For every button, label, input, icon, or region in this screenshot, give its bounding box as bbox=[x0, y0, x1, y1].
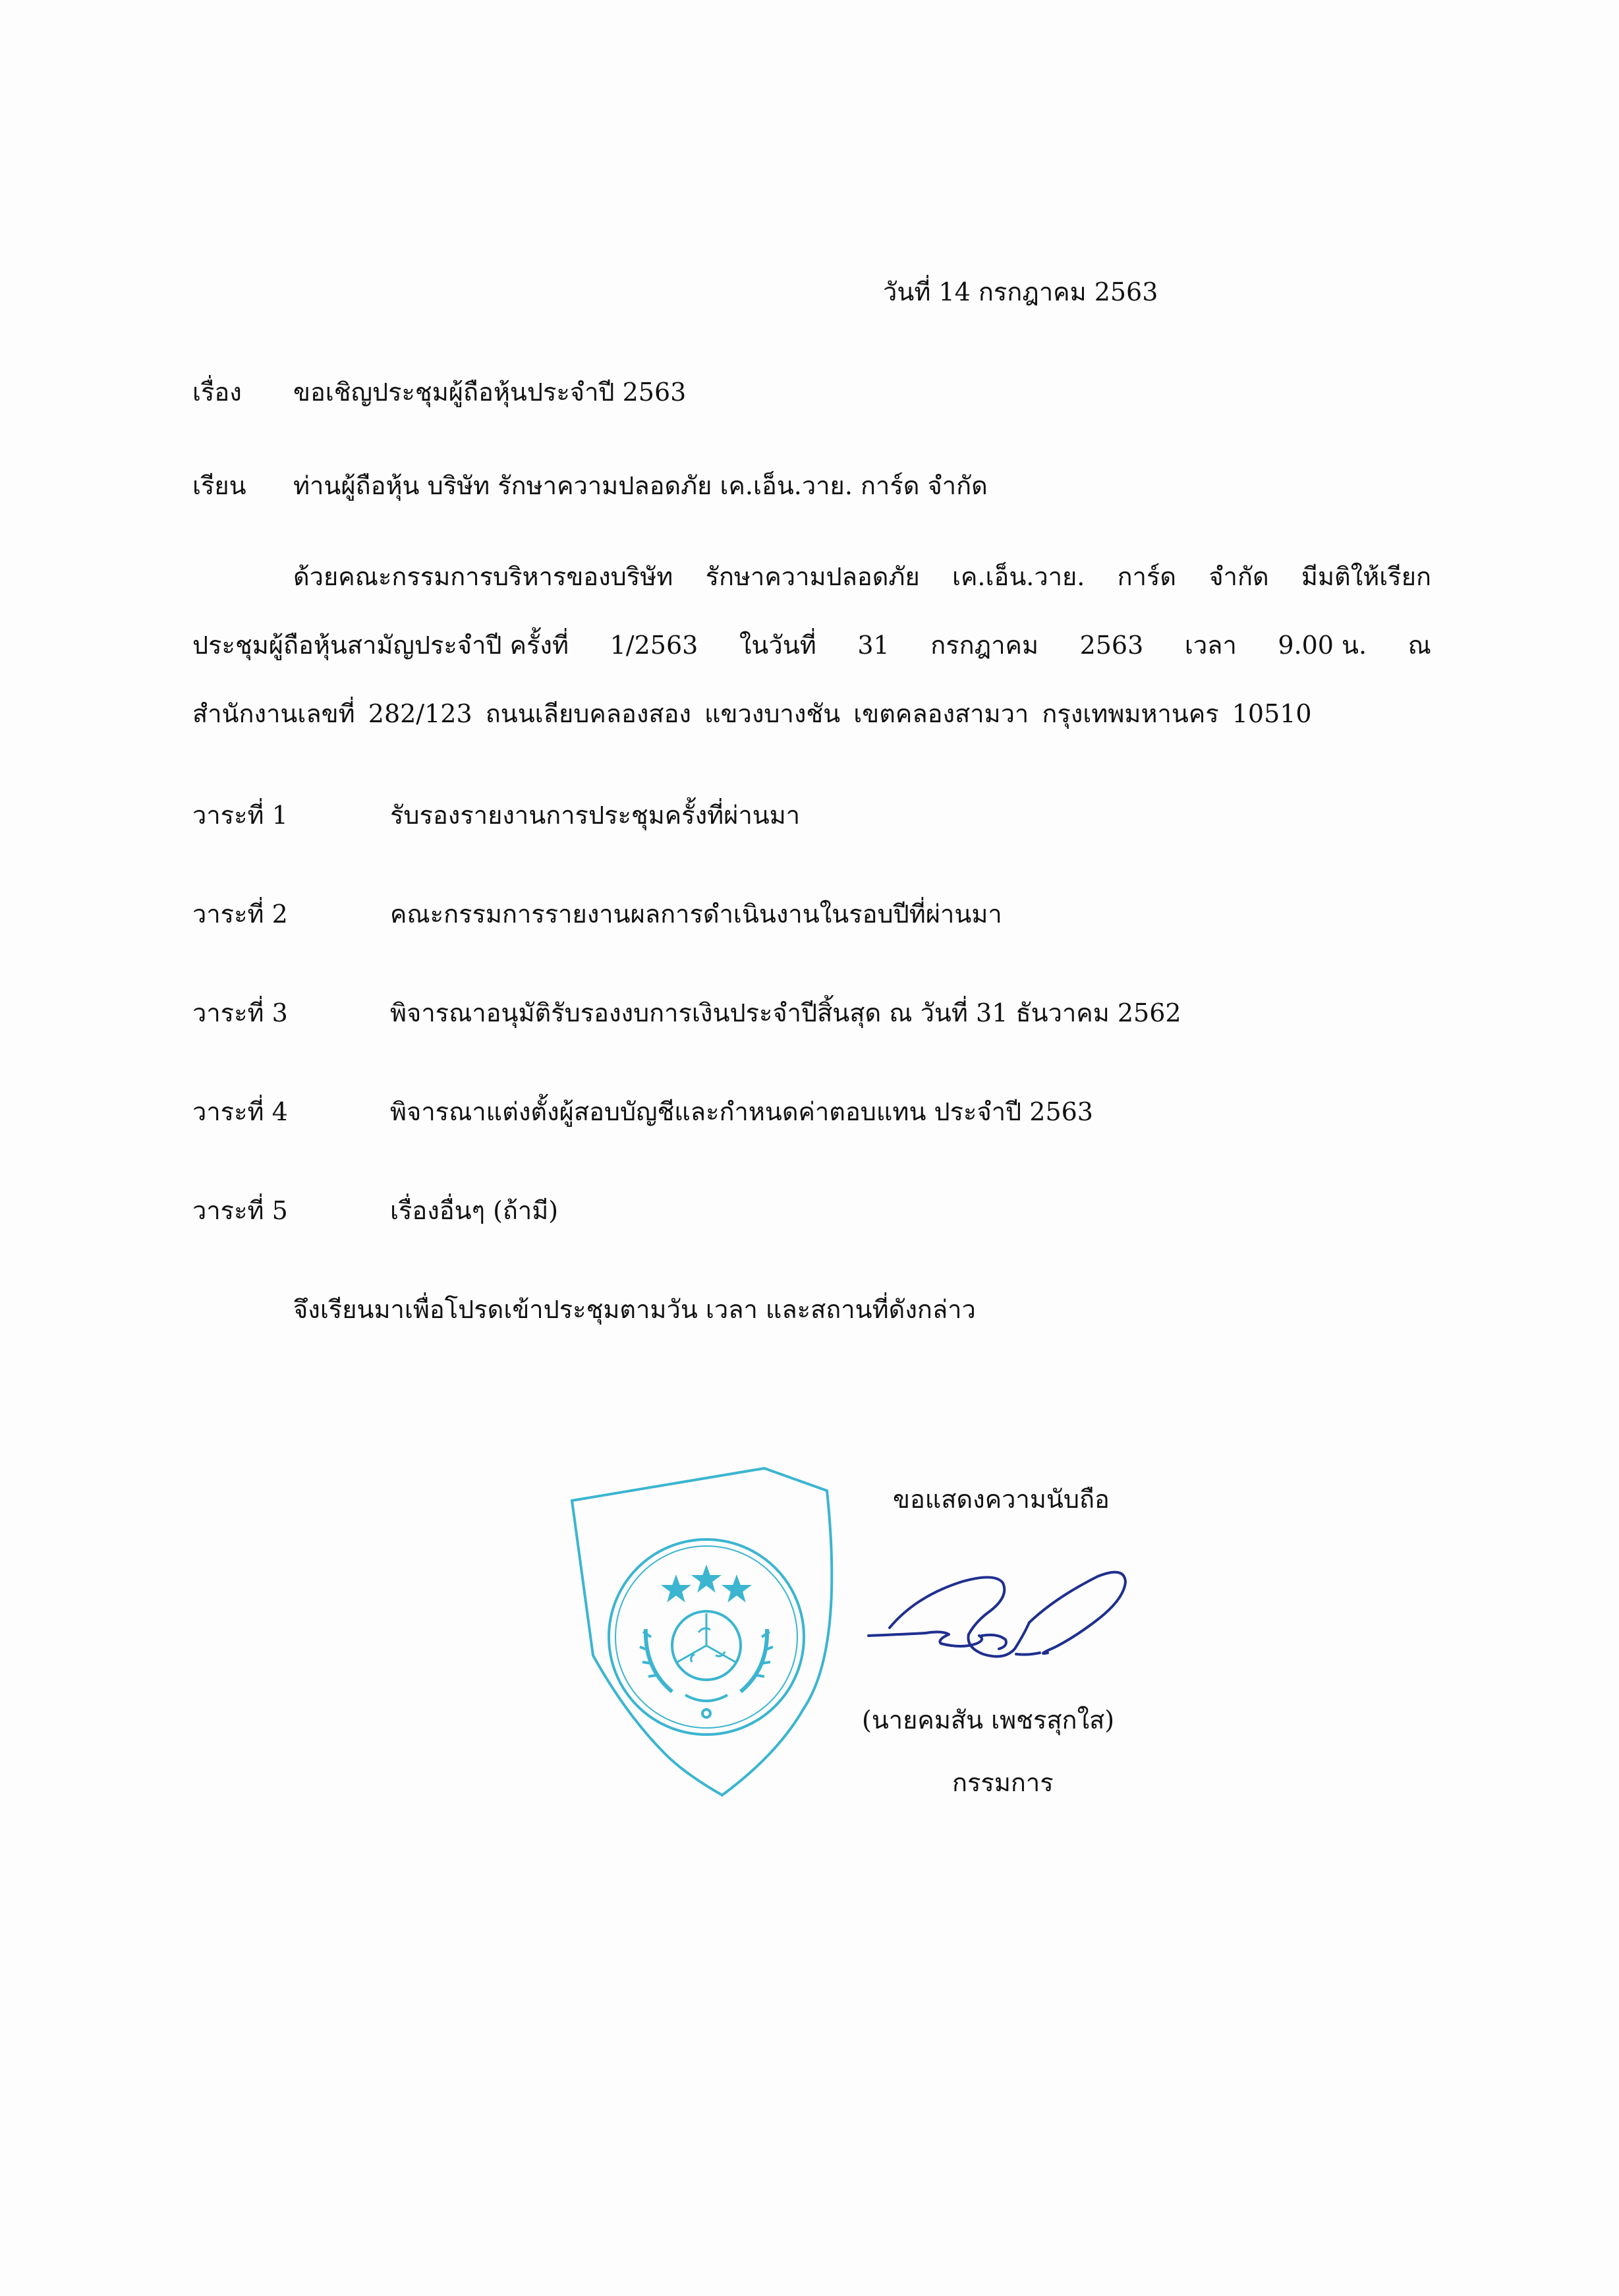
recipient-label: เรียน bbox=[192, 471, 246, 500]
closing-sentence: จึงเรียนมาเพื่อโปรดเข้าประชุมตามวัน เวลา และสถานที่ดังกล่าว bbox=[293, 1295, 976, 1324]
agenda-item-label: วาระที่ 3 bbox=[192, 998, 288, 1027]
agenda-item-text: พิจารณาแต่งตั้งผู้สอบบัญชีและกำหนดค่าตอบแทน ประจำปี 2563 bbox=[390, 1097, 1093, 1126]
body-text-segment: 2563 bbox=[1079, 631, 1144, 660]
body-line bbox=[192, 629, 1431, 662]
subject-text: ขอเชิญประชุมผู้ถือหุ้นประจำปี 2563 bbox=[293, 378, 687, 407]
body-text-segment: 1/2563 bbox=[610, 631, 698, 660]
signer-title: กรรมการ bbox=[952, 1768, 1054, 1797]
recipient-text: ท่านผู้ถือหุ้น บริษัท รักษาความปลอดภัย เค.เอ็น.วาย. การ์ด จำกัด bbox=[293, 471, 988, 500]
body-text-segment: การ์ด bbox=[1117, 562, 1177, 591]
agenda-item bbox=[192, 1194, 558, 1227]
agenda-item bbox=[192, 1095, 1093, 1128]
body-text-segment: เวลา bbox=[1184, 631, 1237, 660]
company-seal-icon bbox=[567, 1464, 890, 1807]
agenda-item-text: คณะกรรมการรายงานผลการดำเนินงานในรอบปีที่ผ่านมา bbox=[390, 900, 1002, 929]
body-text-segment: 9.00 น. bbox=[1278, 631, 1367, 660]
agenda-item-text: เรื่องอื่นๆ (ถ้ามี) bbox=[390, 1196, 559, 1225]
signer-name: (นายคมสัน เพชรสุกใส) bbox=[862, 1706, 1115, 1735]
body-paragraph bbox=[192, 560, 1431, 766]
body-line bbox=[192, 560, 1431, 593]
agenda-item-text: พิจารณาอนุมัติรับรองงบการเงินประจำปีสิ้นสุด ณ วันที่ 31 ธันวาคม 2562 bbox=[390, 998, 1181, 1027]
body-text-segment: เค.เอ็น.วาย. bbox=[952, 562, 1085, 591]
body-text-segment: รักษาความปลอดภัย bbox=[705, 562, 920, 591]
body-text-segment: ณ bbox=[1407, 631, 1431, 660]
body-line bbox=[192, 697, 1431, 730]
body-text-segment: กรกฎาคม bbox=[930, 631, 1038, 660]
letter-date: วันที่ 14 กรกฎาคม 2563 bbox=[883, 277, 1158, 306]
body-text-segment: มีมติให้เรียก bbox=[1301, 562, 1431, 591]
handwritten-signature-icon bbox=[863, 1557, 1173, 1675]
body-text-segment: ด้วยคณะกรรมการบริหารของบริษัท bbox=[293, 562, 673, 591]
body-text-segment: ในวันที่ bbox=[739, 631, 816, 660]
agenda-item-label: วาระที่ 1 bbox=[192, 801, 288, 830]
agenda-item bbox=[192, 898, 1002, 931]
agenda-item bbox=[192, 799, 800, 832]
agenda-item-label: วาระที่ 2 bbox=[192, 900, 288, 929]
body-text-segment: สำนักงานเลขที่ 282/123 ถนนเลียบคลองสอง แขวงบางชัน เขตคลองสามวา กรุงเทพมหานคร 10510 bbox=[192, 699, 1312, 728]
body-text-segment: ประชุมผู้ถือหุ้นสามัญประจำปี ครั้งที่ bbox=[192, 631, 569, 660]
body-text-segment: 31 bbox=[857, 631, 890, 660]
subject-label: เรื่อง bbox=[192, 378, 242, 407]
agenda-item bbox=[192, 996, 1181, 1029]
body-text-segment: จำกัด bbox=[1208, 562, 1269, 591]
agenda-item-label: วาระที่ 4 bbox=[192, 1097, 288, 1126]
regards-text: ขอแสดงความนับถือ bbox=[893, 1485, 1110, 1514]
agenda-item-label: วาระที่ 5 bbox=[192, 1196, 288, 1225]
agenda-item-text: รับรองรายงานการประชุมครั้งที่ผ่านมา bbox=[390, 801, 801, 830]
